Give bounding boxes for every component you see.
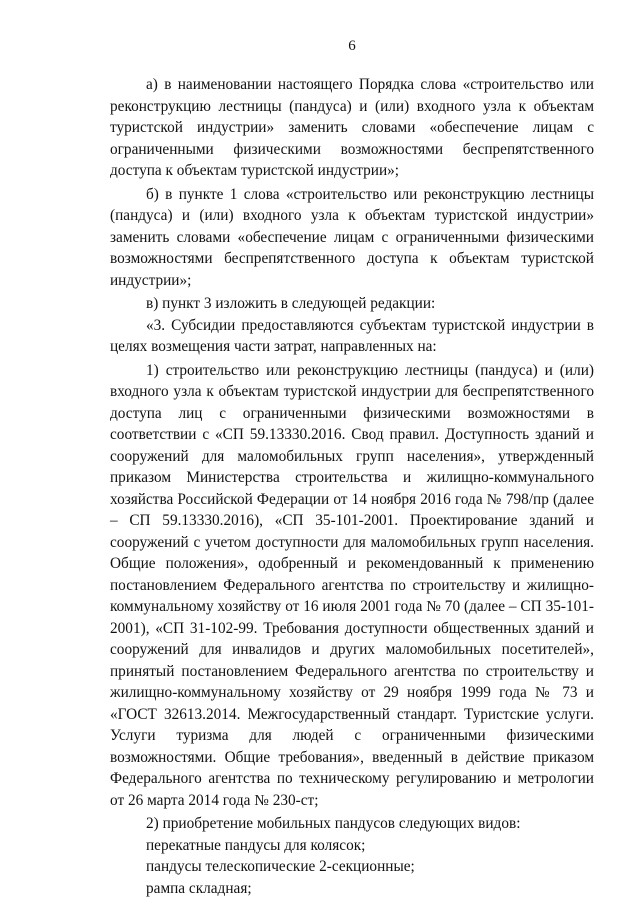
paragraph-subitem-2: 2) приобретение мобильных пандусов следующих видов: bbox=[146, 815, 521, 832]
paragraph-b: б) в пункте 1 слова «строительство или реконструкцию лестницы (пандуса) и (или) входного узла к объектам туристской индустрии» заменить словами «обеспечение лицам с ограниченными физическими возможностями беспрепятственного доступа к объектам туристской индустрии»; bbox=[110, 185, 594, 289]
paragraph-item-3: «3. Субсидии предоставляются субъектам туристской индустрии в целях возмещения части затрат, направленных на: bbox=[110, 316, 594, 355]
paragraph-subitem-1: 1) строительство или реконструкцию лестницы (пандуса) и (или) входного узла к объектам туристской индустрии для беспрепятственного доступа лиц с ограниченными физическими возможностями в соответствии с «СП 59.13330.2016. Свод правил. Доступность зданий и сооружений для маломобильных групп населения», утвержденный приказом Министерства строительства и жилищно-коммунального хозяйства Российской Федерации от 14 ноября 2016 года № 798/пр (далее – СП 59.13330.2016), «СП 35-101-2001. Проектирование зданий и сооружений с учетом доступности для маломобильных групп населения. Общие положения», одобренный и рекомендованный к применению постановлением Федерального агентства по строительству и жилищно-коммунальному хозяйству от 16 июля 2001 года № 70 (далее – СП 35-101-2001), «СП 31-102-99. Требования доступности общественных зданий и сооружений для инвалидов и других маломобильных посетителей», принятый постановлением Федерального агентства по строительству и жилищно-коммунальному хозяйству от 29 ноября 1999 года № 73 и «ГОСТ 32613.2014. Межгосударственный стандарт. Туристские услуги. Услуги туризма для людей с ограниченными физическими возможностями. Общие требования», введенный в действие приказом Федерального агентства по техническому регулированию и метрологии от 26 марта 2014 года № 230-ст; bbox=[110, 361, 594, 809]
paragraph-v: в) пункт 3 изложить в следующей редакции: bbox=[146, 295, 436, 312]
list-item-folding-ramp: рампа складная; bbox=[146, 879, 252, 897]
list-item-rolling-ramps: перекатные пандусы для колясок; bbox=[146, 836, 366, 854]
page-number: 6 bbox=[348, 38, 356, 54]
paragraph-a: а) в наименовании настоящего Порядка слова «строительство или реконструкцию лестницы (пандуса) и (или) входного узла к объектам туристской индустрии» заменить словами «обеспечение лицам с ограниченными физическими возможностями беспрепятственного доступа к объектам туристской индустрии»; bbox=[110, 76, 594, 179]
list-item-telescopic-ramps: пандусы телескопические 2-секционные; bbox=[146, 858, 415, 875]
